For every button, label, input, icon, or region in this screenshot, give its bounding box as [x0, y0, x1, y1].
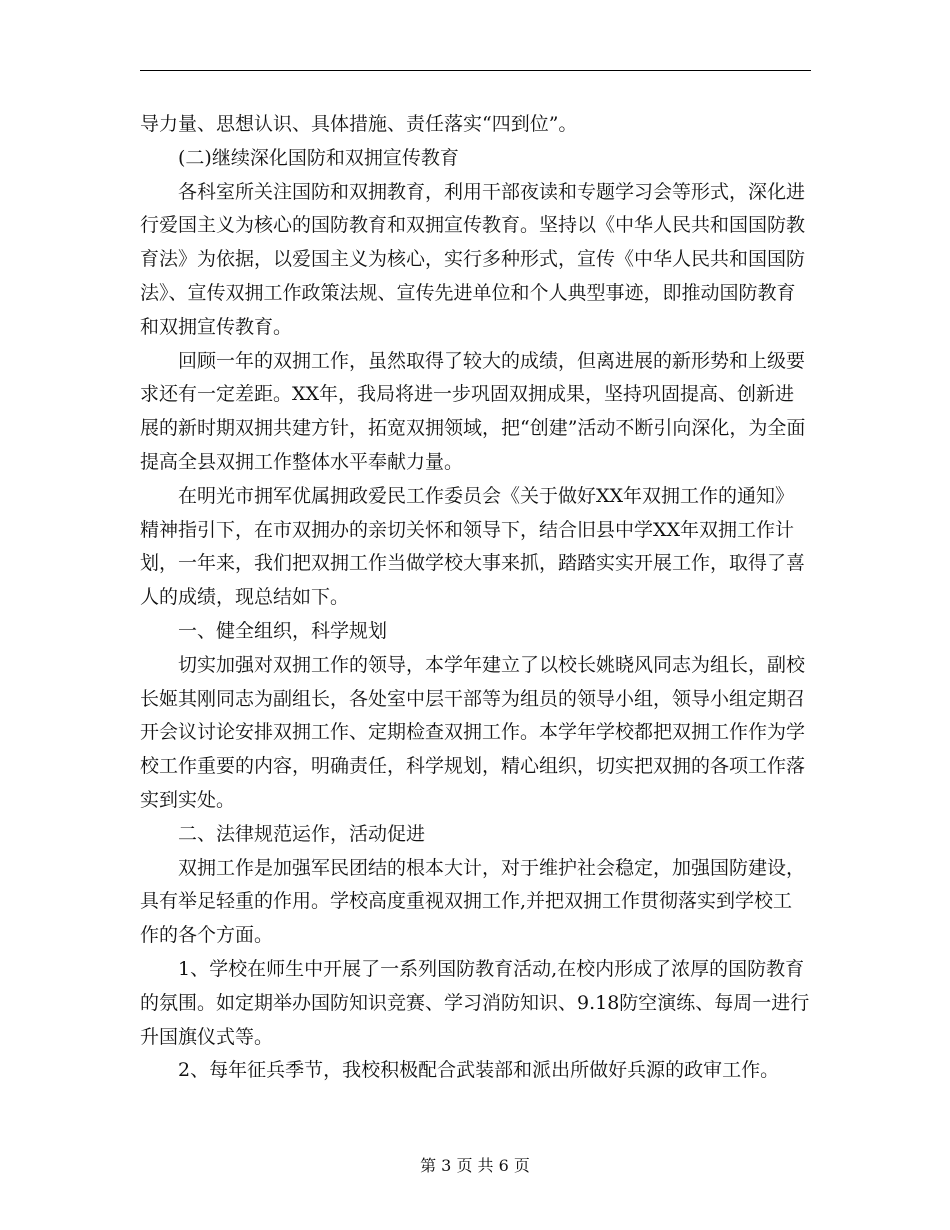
section-heading: 一、健全组织，科学规划: [178, 619, 388, 642]
header-rule: [140, 70, 811, 71]
paragraph: 2、每年征兵季节，我校积极配合武装部和派出所做好兵源的政审工作。: [178, 1059, 780, 1082]
section-heading: 二、法律规范运作，活动促进: [178, 822, 426, 845]
paragraph: 在明光市拥军优属拥政爱民工作委员会《关于做好XX年双拥工作的通知》精神指引下，在市双拥办的亲切关怀和领导下，结合旧县中学XX年双拥工作计划，一年来，我们把双拥工作当做学校大事来抓，踏踏实实开展工作，取得了喜人的成绩，现总结如下。: [140, 484, 806, 609]
section-heading: (二)继续深化国防和双拥宣传教育: [178, 146, 459, 169]
paragraph: 导力量、思想认识、具体措施、责任落实“四到位”。: [140, 113, 578, 135]
paragraph: 切实加强对双拥工作的领导，本学年建立了以校长姚晓风同志为组长，副校长姬其刚同志为副组长，各处室中层干部等为组员的领导小组，领导小组定期召开会议讨论安排双拥工作、定期检查双拥工作。本学年学校都把双拥工作作为学校工作重要的内容，明确责任，科学规划，精心组织，切实把双拥的各项工作落实到实处。: [140, 653, 806, 811]
paragraph: 各科室所关注国防和双拥教育，利用干部夜读和专题学习会等形式，深化进行爱国主义为核心的国防教育和双拥宣传教育。坚持以《中华人民共和国国防教育法》为依据，以爱国主义为核心，实行多种形式，宣传《中华人民共和国国防法》、宣传双拥工作政策法规、宣传先进单位和个人典型事迹，即推动国防教育和双拥宣传教育。: [140, 180, 806, 338]
page-number-footer: 第 3 页 共 6 页: [420, 1156, 530, 1175]
paragraph: 双拥工作是加强军民团结的根本大计，对于维护社会稳定，加强国防建设，具有举足轻重的作用。学校高度重视双拥工作,并把双拥工作贯彻落实到学校工作的各个方面。: [140, 856, 806, 947]
document-body: [140, 108, 811, 1088]
paragraph: 1、学校在师生中开展了一系列国防教育活动,在校内形成了浓厚的国防教育的氛围。如定期举办国防知识竞赛、学习消防知识、9.18防空演练、每周一进行升国旗仪式等。: [140, 957, 810, 1048]
paragraph: 回顾一年的双拥工作，虽然取得了较大的成绩，但离进展的新形势和上级要求还有一定差距。XX年，我局将进一步巩固双拥成果，坚持巩固提高、创新进展的新时期双拥共建方针，拓宽双拥领域，把“创建”活动不断引向深化，为全面提高全县双拥工作整体水平奉献力量。: [140, 349, 806, 473]
